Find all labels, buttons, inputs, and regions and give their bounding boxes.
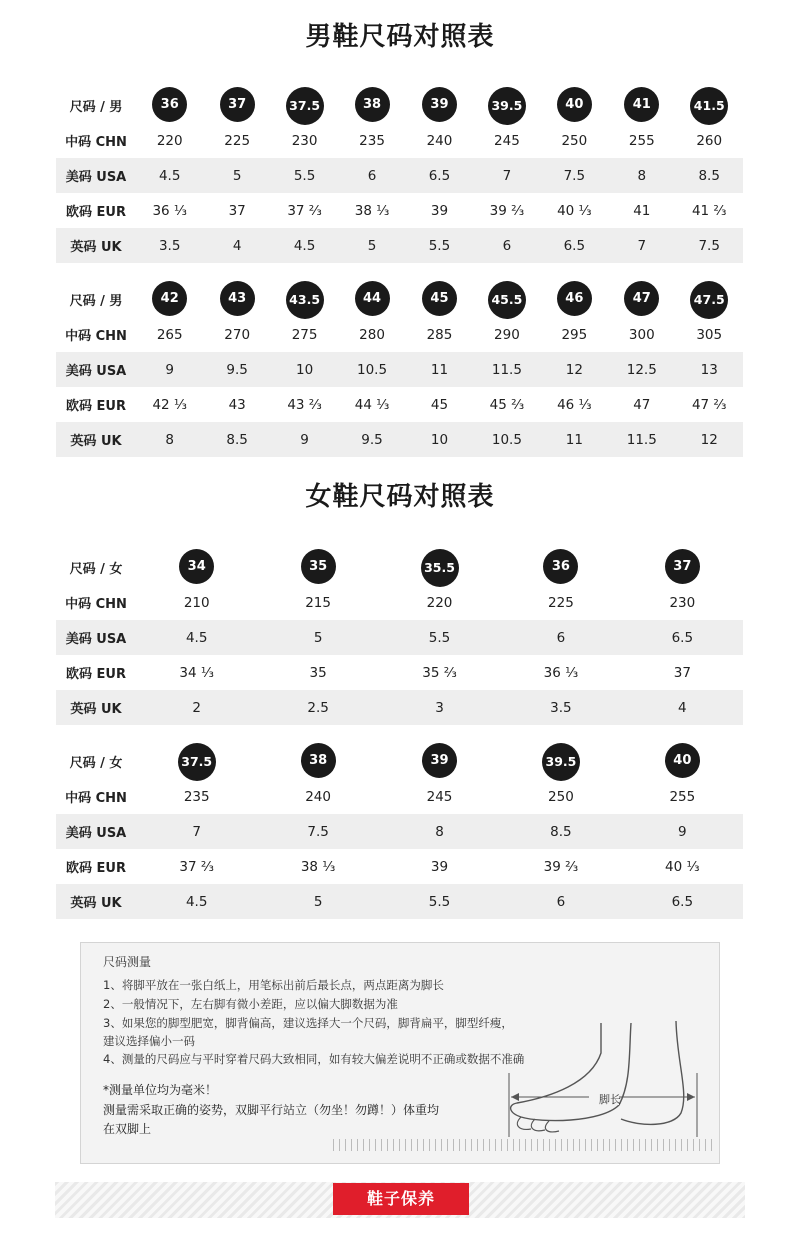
size-badge: 38	[301, 743, 336, 778]
size-badge: 34	[179, 549, 214, 584]
size-badge: 43	[220, 281, 255, 316]
size-value-cell: 6.5	[671, 893, 694, 910]
size-value-cell: 7	[637, 237, 647, 254]
ruler	[333, 1139, 713, 1151]
size-conversion-row	[56, 317, 743, 352]
size-value-cell: 5.5	[293, 167, 316, 184]
size-value-cell: 270	[224, 326, 251, 343]
size-header-label: 尺码 / 男	[69, 100, 123, 115]
size-value-cell: 2	[192, 699, 201, 716]
row-label: 美码 USA	[65, 826, 127, 841]
row-label: 美码 USA	[65, 632, 127, 647]
size-value-cell: 220	[156, 132, 183, 149]
size-value-cell: 280	[359, 326, 385, 343]
measure-step-2: 2、一般情况下，左右脚有微小差距，应以偏大脚数据为准	[103, 997, 398, 1011]
size-value-cell: 47	[633, 396, 651, 413]
row-label: 欧码 EUR	[66, 205, 126, 220]
men-title: 男鞋尺码对照表	[305, 22, 495, 52]
size-value-cell: 290	[494, 326, 520, 343]
men-size-table-2	[56, 282, 743, 457]
row-label: 美码 USA	[65, 170, 127, 185]
size-value-cell: 4.5	[158, 167, 181, 184]
size-value-cell: 12	[700, 431, 718, 448]
size-value-cell: 38 ⅓	[300, 858, 336, 875]
size-value-cell: 11.5	[626, 431, 657, 448]
size-header-row	[56, 282, 743, 317]
size-conversion-row	[56, 158, 743, 193]
size-value-cell: 39	[430, 858, 449, 875]
size-badge: 43.5	[286, 281, 324, 319]
men-size-table-1	[56, 88, 743, 263]
size-value-cell: 37	[673, 664, 691, 681]
size-conversion-row	[56, 387, 743, 422]
size-value-cell: 41	[633, 202, 651, 219]
size-badge: 41	[624, 87, 659, 122]
size-header-row	[56, 550, 743, 585]
size-conversion-row	[56, 814, 743, 849]
size-badge: 37.5	[286, 87, 324, 125]
size-header-row	[56, 88, 743, 123]
size-value-cell: 250	[548, 788, 574, 805]
size-badge: 37	[220, 87, 255, 122]
size-value-cell: 275	[291, 326, 318, 343]
size-badge: 36	[152, 87, 187, 122]
size-value-cell: 36 ⅓	[543, 664, 579, 681]
size-conversion-row	[56, 193, 743, 228]
size-value-cell: 5.5	[428, 237, 451, 254]
size-value-cell: 7.5	[698, 237, 720, 254]
size-value-cell: 295	[561, 326, 588, 343]
measure-step-3-cont: 建议选择偏小一码	[103, 1034, 195, 1048]
measure-title: 尺码测量	[103, 955, 152, 969]
size-value-cell: 6	[502, 237, 512, 254]
size-value-cell: 38 ⅓	[354, 202, 390, 219]
size-badge: 35.5	[421, 549, 459, 587]
size-value-cell: 41 ⅔	[691, 202, 727, 219]
size-value-cell: 225	[224, 132, 251, 149]
size-value-cell: 210	[183, 594, 210, 611]
size-value-cell: 4.5	[293, 237, 316, 254]
size-header-row	[56, 744, 743, 779]
size-badge: 44	[355, 281, 390, 316]
size-value-cell: 235	[183, 788, 210, 805]
size-conversion-row	[56, 585, 743, 620]
size-header-label: 尺码 / 女	[69, 562, 123, 577]
size-value-cell: 45	[430, 396, 449, 413]
size-badge: 36	[543, 549, 578, 584]
size-value-cell: 6	[367, 167, 377, 184]
size-value-cell: 6.5	[563, 237, 586, 254]
size-value-cell: 4	[678, 699, 687, 716]
women-size-table-1	[56, 550, 743, 725]
size-value-cell: 215	[305, 594, 331, 611]
size-value-cell: 9.5	[361, 431, 383, 448]
size-badge: 39	[422, 743, 457, 778]
size-header-label: 尺码 / 女	[69, 756, 123, 771]
size-value-cell: 12.5	[626, 361, 657, 378]
size-value-cell: 10.5	[357, 361, 388, 378]
size-value-cell: 39	[430, 202, 449, 219]
size-conversion-row	[56, 422, 743, 457]
size-value-cell: 285	[426, 326, 453, 343]
row-label: 中码 CHN	[65, 329, 127, 344]
size-value-cell: 3.5	[550, 699, 572, 716]
women-title: 女鞋尺码对照表	[305, 482, 495, 512]
size-badge: 42	[152, 281, 187, 316]
size-value-cell: 7.5	[307, 823, 329, 840]
size-value-cell: 255	[628, 132, 655, 149]
size-value-cell: 5	[367, 237, 377, 254]
size-value-cell: 12	[565, 361, 583, 378]
size-value-cell: 225	[548, 594, 574, 611]
size-value-cell: 11	[430, 361, 449, 378]
size-value-cell: 5	[313, 629, 323, 646]
row-label: 英码 UK	[70, 702, 122, 717]
measure-step-1: 1、将脚平放在一张白纸上，用笔标出前后最长点，两点距离为脚长	[103, 978, 444, 992]
size-badge: 40	[557, 87, 592, 122]
size-value-cell: 6.5	[428, 167, 451, 184]
women-size-table-2	[56, 744, 743, 919]
size-conversion-row	[56, 620, 743, 655]
size-value-cell: 35 ⅔	[422, 664, 457, 681]
size-value-cell: 46 ⅓	[557, 396, 592, 413]
row-label: 中码 CHN	[65, 597, 127, 612]
row-label: 英码 UK	[70, 896, 122, 911]
size-badge: 39	[422, 87, 457, 122]
size-badge: 39.5	[542, 743, 580, 781]
size-value-cell: 4	[232, 237, 242, 254]
size-value-cell: 250	[561, 132, 588, 149]
size-value-cell: 8.5	[550, 823, 572, 840]
size-value-cell: 3	[435, 699, 444, 716]
size-value-cell: 2.5	[307, 699, 329, 716]
size-value-cell: 5	[232, 167, 242, 184]
posture-note: 测量需采取正确的姿势，双脚平行站立（勿坐！勿蹲！）体重均	[103, 1103, 440, 1117]
size-value-cell: 220	[426, 594, 453, 611]
size-value-cell: 37	[228, 202, 246, 219]
posture-note-cont: 在双脚上	[103, 1122, 152, 1136]
shoe-care-button[interactable]: 鞋子保养	[333, 1183, 469, 1215]
size-value-cell: 8	[435, 823, 444, 840]
size-value-cell: 8.5	[226, 431, 248, 448]
size-value-cell: 42 ⅓	[152, 396, 187, 413]
size-value-cell: 240	[305, 788, 331, 805]
row-label: 欧码 EUR	[66, 861, 126, 876]
size-value-cell: 13	[700, 361, 718, 378]
size-value-cell: 6.5	[671, 629, 694, 646]
size-conversion-row	[56, 655, 743, 690]
size-value-cell: 260	[696, 132, 723, 149]
size-conversion-row	[56, 123, 743, 158]
measure-step-3: 3、如果您的脚型肥宽，脚背偏高，建议选择大一个尺码，脚背扁平，脚型纤瘦，	[103, 1016, 513, 1030]
row-label: 美码 USA	[65, 364, 127, 379]
unit-note: *测量单位均为毫米！	[103, 1083, 218, 1097]
size-value-cell: 9	[165, 361, 175, 378]
size-value-cell: 6	[556, 893, 566, 910]
size-badge: 45	[422, 281, 457, 316]
size-value-cell: 9	[678, 823, 687, 840]
size-header-label: 尺码 / 男	[69, 294, 123, 309]
size-value-cell: 245	[426, 788, 453, 805]
size-value-cell: 47 ⅔	[691, 396, 727, 413]
size-value-cell: 10.5	[491, 431, 522, 448]
size-value-cell: 10	[430, 431, 449, 448]
size-value-cell: 45 ⅔	[489, 396, 525, 413]
size-value-cell: 6	[556, 629, 566, 646]
size-value-cell: 40 ⅓	[557, 202, 592, 219]
size-badge: 45.5	[488, 281, 526, 319]
size-value-cell: 265	[156, 326, 183, 343]
row-label: 欧码 EUR	[66, 667, 126, 682]
size-value-cell: 10	[296, 361, 314, 378]
size-value-cell: 43	[228, 396, 246, 413]
size-value-cell: 37 ⅔	[179, 858, 214, 875]
size-value-cell: 7	[192, 823, 201, 840]
row-label: 中码 CHN	[65, 791, 127, 806]
size-value-cell: 305	[696, 326, 723, 343]
size-value-cell: 255	[669, 788, 696, 805]
size-value-cell: 7	[502, 167, 512, 184]
size-value-cell: 7.5	[563, 167, 586, 184]
size-badge: 39.5	[488, 87, 526, 125]
size-value-cell: 43 ⅔	[287, 396, 322, 413]
size-value-cell: 230	[669, 594, 696, 611]
size-value-cell: 39 ⅔	[543, 858, 579, 875]
size-value-cell: 11.5	[491, 361, 522, 378]
size-badge: 47.5	[690, 281, 728, 319]
size-value-cell: 8.5	[698, 167, 720, 184]
size-conversion-row	[56, 849, 743, 884]
size-value-cell: 5	[313, 893, 323, 910]
size-value-cell: 4.5	[185, 629, 208, 646]
row-label: 英码 UK	[70, 434, 122, 449]
size-badge: 35	[301, 549, 336, 584]
size-badge: 37	[665, 549, 700, 584]
size-value-cell: 5.5	[428, 893, 451, 910]
size-value-cell: 5.5	[428, 629, 451, 646]
row-label: 欧码 EUR	[66, 399, 126, 414]
size-badge: 40	[665, 743, 700, 778]
size-conversion-row	[56, 228, 743, 263]
size-value-cell: 35	[309, 664, 327, 681]
size-value-cell: 8	[637, 167, 647, 184]
size-badge: 37.5	[178, 743, 216, 781]
measure-step-4: 4、测量的尺码应与平时穿着尺码大致相同，如有较大偏差说明不正确或数据不准确	[103, 1052, 525, 1066]
size-value-cell: 3.5	[158, 237, 181, 254]
size-conversion-row	[56, 884, 743, 919]
foot-length-label: 脚长	[599, 1093, 621, 1106]
size-value-cell: 8	[165, 431, 175, 448]
size-value-cell: 245	[494, 132, 520, 149]
size-value-cell: 37 ⅔	[287, 202, 322, 219]
size-badge: 38	[355, 87, 390, 122]
size-value-cell: 11	[565, 431, 583, 448]
size-value-cell: 235	[359, 132, 385, 149]
size-conversion-row	[56, 352, 743, 387]
size-value-cell: 9.5	[226, 361, 248, 378]
size-badge: 41.5	[690, 87, 728, 125]
size-value-cell: 40 ⅓	[665, 858, 700, 875]
size-badge: 46	[557, 281, 592, 316]
size-value-cell: 9	[300, 431, 309, 448]
size-value-cell: 300	[628, 326, 655, 343]
measurement-guide	[80, 942, 720, 1164]
size-value-cell: 230	[291, 132, 318, 149]
size-value-cell: 39 ⅔	[489, 202, 525, 219]
row-label: 中码 CHN	[65, 135, 127, 150]
size-value-cell: 44 ⅓	[354, 396, 390, 413]
size-value-cell: 36 ⅓	[152, 202, 187, 219]
size-conversion-row	[56, 779, 743, 814]
row-label: 英码 UK	[70, 240, 122, 255]
size-badge: 47	[624, 281, 659, 316]
size-value-cell: 4.5	[185, 893, 208, 910]
size-conversion-row	[56, 690, 743, 725]
size-value-cell: 240	[426, 132, 453, 149]
size-value-cell: 34 ⅓	[179, 664, 214, 681]
foot-diagram	[501, 1013, 711, 1143]
